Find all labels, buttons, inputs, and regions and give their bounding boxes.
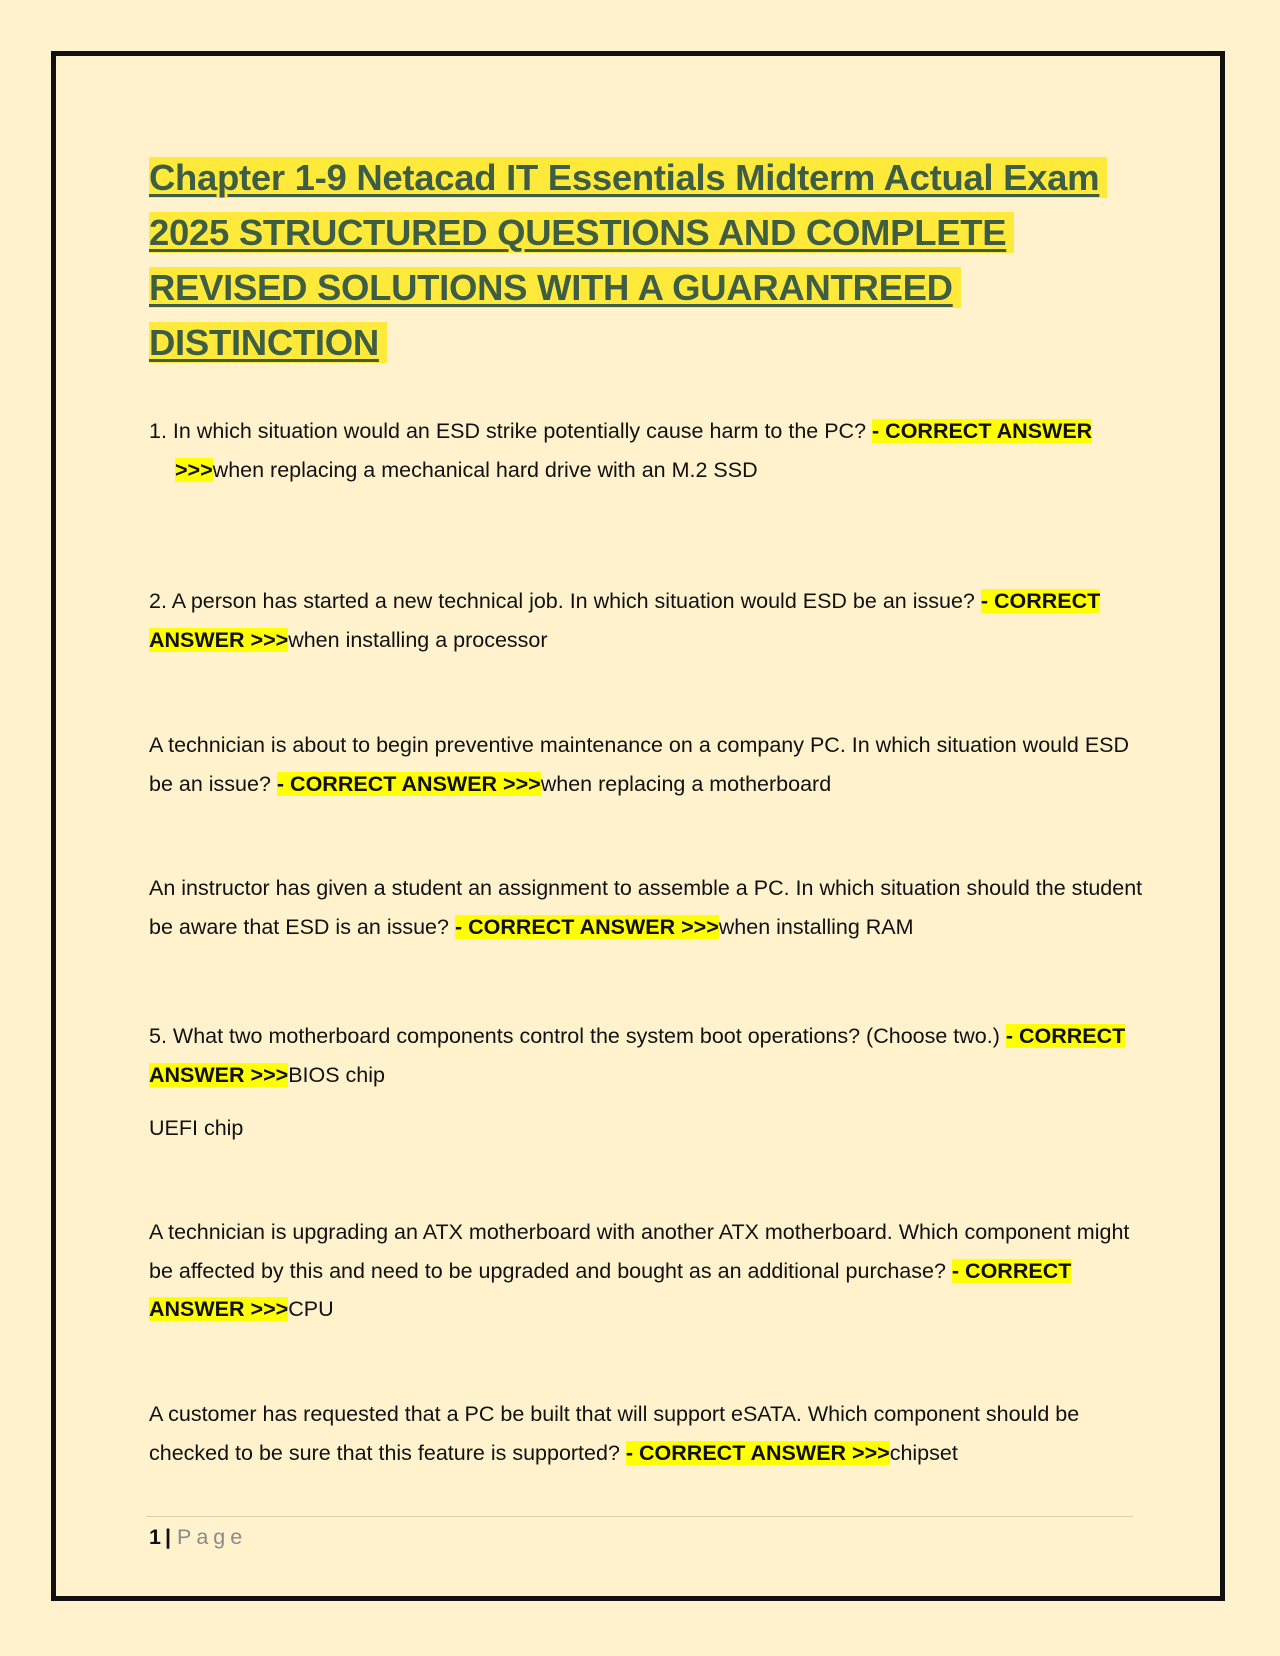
- answer-text: chipset: [889, 1440, 958, 1465]
- question-text: 5. What two motherboard components control the system boot operations? (Choose two.): [149, 1024, 1000, 1048]
- correct-answer-marker: - CORRECT ANSWER >>>: [625, 1440, 890, 1465]
- answer-text: when installing RAM: [718, 914, 914, 939]
- answer-text: BIOS chip: [288, 1062, 385, 1087]
- correct-answer-marker: - CORRECT ANSWER >>>: [454, 914, 719, 939]
- page-label: Page: [176, 1525, 248, 1549]
- correct-answer-marker: - CORRECT ANSWER >>>: [149, 1258, 1072, 1321]
- question-3: [149, 726, 1149, 803]
- correct-answer-marker: - CORRECT ANSWER >>>: [149, 589, 1101, 652]
- document-body: [149, 150, 1149, 370]
- question-text: An instructor has given a student an assignment to assemble a PC. In which situation should the student be aware that ESD is an issue?: [149, 876, 1143, 939]
- question-text: 2. A person has started a new technical job. In which situation would ESD be an issue?: [149, 589, 975, 613]
- footer-separator: |: [164, 1525, 171, 1549]
- question-5: [149, 1017, 1149, 1094]
- document-title: Chapter 1-9 Netacad IT Essentials Midterm Actual Exam 2025 STRUCTURED QUESTIONS AND COMPLETE REVISED SOLUTIONS WITH A GUARANTREED DISTINCTION: [149, 150, 1149, 370]
- question-text: A customer has requested that a PC be built that will support eSATA. Which component should be checked to be sure that this feature is supported?: [149, 1402, 1080, 1465]
- correct-answer-marker: - CORRECT ANSWER >>>: [276, 771, 541, 796]
- question-1: [149, 412, 1150, 489]
- answer-text: when replacing a motherboard: [540, 771, 832, 796]
- question-text: A technician is about to begin preventive maintenance on a company PC. In which situation would ESD be an issue?: [149, 733, 1130, 796]
- answer-text: when replacing a mechanical hard drive with an M.2 SSD: [212, 457, 758, 482]
- question-text: A technician is upgrading an ATX motherboard with another ATX motherboard. Which component might be affected by this and need to be upgraded and bought as an additional purchase?: [149, 1220, 1130, 1283]
- question-text: 1. In which situation would an ESD strike potentially cause harm to the PC?: [149, 419, 867, 443]
- footer-divider: [146, 1516, 1133, 1517]
- question-4: [149, 869, 1149, 946]
- question-6: [149, 1213, 1149, 1329]
- question-2: [149, 582, 1149, 659]
- question-7: [149, 1395, 1149, 1472]
- correct-answer-marker: - CORRECT ANSWER >>>: [175, 419, 1093, 482]
- page-footer: [149, 1522, 247, 1552]
- question-5-extra-answer: UEFI chip: [149, 1116, 244, 1140]
- answer-text: when installing a processor: [288, 627, 548, 652]
- correct-answer-marker: - CORRECT ANSWER >>>: [149, 1024, 1126, 1087]
- page-number: 1: [149, 1525, 161, 1549]
- answer-text: CPU: [288, 1297, 334, 1321]
